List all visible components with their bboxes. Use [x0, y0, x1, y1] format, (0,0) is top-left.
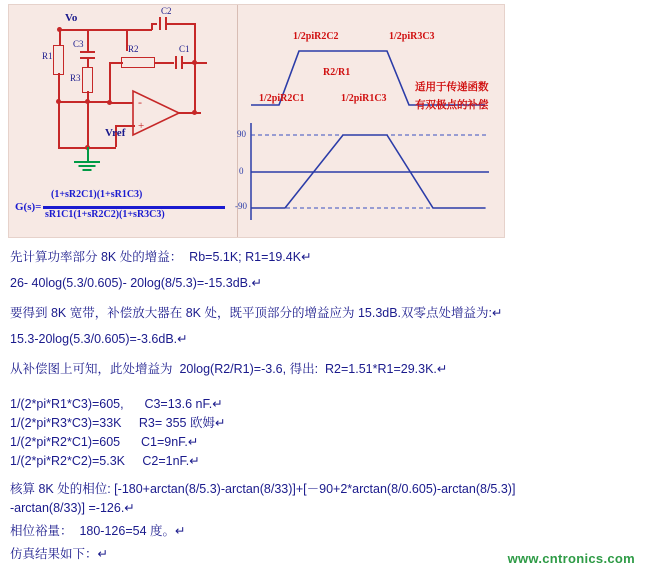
wire-opamp-out	[179, 112, 201, 114]
wire-bottom-to-inv	[58, 101, 110, 103]
bode-plot-panel	[237, 5, 504, 237]
cap-c3-plate-1	[80, 51, 95, 53]
label-vref: Vref	[105, 127, 126, 139]
closing-3: 相位裕量： 180-126=54 度。↵	[10, 524, 186, 538]
wire-c2-lead-b	[167, 23, 195, 25]
wire-out-to-fb	[194, 102, 196, 114]
wire-gnd-stem	[87, 147, 89, 161]
transfer-function-formula	[15, 187, 229, 233]
wire-c2-left	[126, 29, 152, 31]
annotation-note-line1: 适用于传递函数	[415, 81, 489, 93]
equation-2: 1/(2*pi*R3*C3)=33K R3= 355 欧姆↵	[10, 416, 226, 430]
equation-4: 1/(2*pi*R2*C2)=5.3K C2=1nF.↵	[10, 454, 200, 468]
circuit-and-bode-figure	[8, 4, 505, 238]
wire-vo-right	[59, 29, 127, 31]
wire-inv-col	[109, 62, 111, 102]
annotation-pole-r3c3: 1/2piR3C3	[389, 31, 435, 42]
cap-c2-plate-1	[159, 17, 161, 30]
resistor-r2	[121, 57, 155, 68]
opamp-symbol	[131, 89, 185, 137]
wire-r3-to-gnd	[87, 101, 89, 147]
annotation-note-line2: 有双极点的补偿	[415, 99, 489, 111]
wire-c2-right-down	[194, 23, 196, 63]
schematic-panel	[9, 5, 237, 237]
explanation-text	[10, 248, 640, 564]
equation-1: 1/(2*pi*R1*C3)=605, C3=13.6 nF.↵	[10, 397, 223, 411]
bode-plot-svg	[237, 5, 504, 237]
wire-c3-top	[87, 29, 89, 51]
label-r2: R2	[128, 44, 139, 54]
cap-c1-plate-1	[175, 56, 177, 69]
wire-c3-bottom	[87, 59, 89, 67]
wire-r1-down	[58, 73, 60, 101]
label-r3: R3	[70, 73, 81, 83]
label-c1: C1	[179, 44, 190, 54]
svg-text:-: -	[138, 95, 142, 109]
phase-label-90: 90	[237, 129, 246, 139]
annotation-zero-r2c1: 1/2piR2C1	[259, 93, 305, 104]
label-c2: C2	[161, 6, 172, 16]
paragraph-1: 先计算功率部分 8K 处的增益： Rb=5.1K; R1=19.4K↵	[10, 250, 312, 264]
equation-3: 1/(2*pi*R2*C1)=605 C1=9nF.↵	[10, 435, 199, 449]
paragraph-5: 从补偿图上可知，此处增益为 20log(R2/R1)=-3.6, 得出: R2=1.51*R1=29.3K.↵	[10, 362, 448, 376]
formula-gs: G(s)=	[15, 201, 42, 213]
formula-denominator: sR1C1(1+sR2C2)(1+sR3C3)	[45, 209, 165, 220]
spacer-3	[10, 386, 640, 395]
annotation-zero-r1c3: 1/2piR1C3	[341, 93, 387, 104]
label-r1: R1	[42, 51, 53, 61]
svg-text:+: +	[138, 120, 145, 132]
wire-inv-to-opamp	[109, 102, 133, 104]
phase-trace	[251, 135, 485, 208]
wire-r2-c1	[154, 62, 174, 64]
annotation-gain-r2r1: R2/R1	[323, 67, 351, 78]
phase-label-minus90: -90	[235, 201, 247, 211]
wire-r2-left	[109, 62, 123, 64]
closing-4: 仿真结果如下：↵	[10, 547, 108, 561]
closing-1: 核算 8K 处的相位: [-180+arctan(8/5.3)-arctan(8/33)]+[－90+2*arctan(8/0.605)-arctan(8/5.3)]	[10, 482, 516, 496]
resistor-r1	[53, 45, 64, 75]
paragraph-2: 26- 40log(5.3/0.605)- 20log(8/5.3)=-15.3dB.↵	[10, 276, 262, 290]
site-watermark: www.cntronics.com	[507, 551, 635, 566]
wire-left-to-gnd	[58, 101, 60, 147]
formula-numerator: (1+sR2C1)(1+sR1C3)	[51, 189, 143, 200]
wire-c2-lead-a	[151, 23, 157, 25]
label-c3: C3	[73, 39, 84, 49]
wire-fb-down	[194, 62, 196, 102]
paragraph-3: 要得到 8K 宽带，补偿放大器在 8K 处，既平顶部分的增益应为 15.3dB.双零点处增益为:↵	[10, 306, 503, 320]
spacer-4	[10, 471, 640, 480]
paragraph-4: 15.3-20log(5.3/0.605)=-3.6dB.↵	[10, 332, 188, 346]
phase-label-0: 0	[239, 166, 244, 176]
resistor-r3	[82, 67, 93, 93]
label-vo: Vo	[65, 12, 78, 24]
annotation-pole-r2c2: 1/2piR2C2	[293, 31, 339, 42]
closing-2: -arctan(8/33)] =-126.↵	[10, 501, 135, 515]
